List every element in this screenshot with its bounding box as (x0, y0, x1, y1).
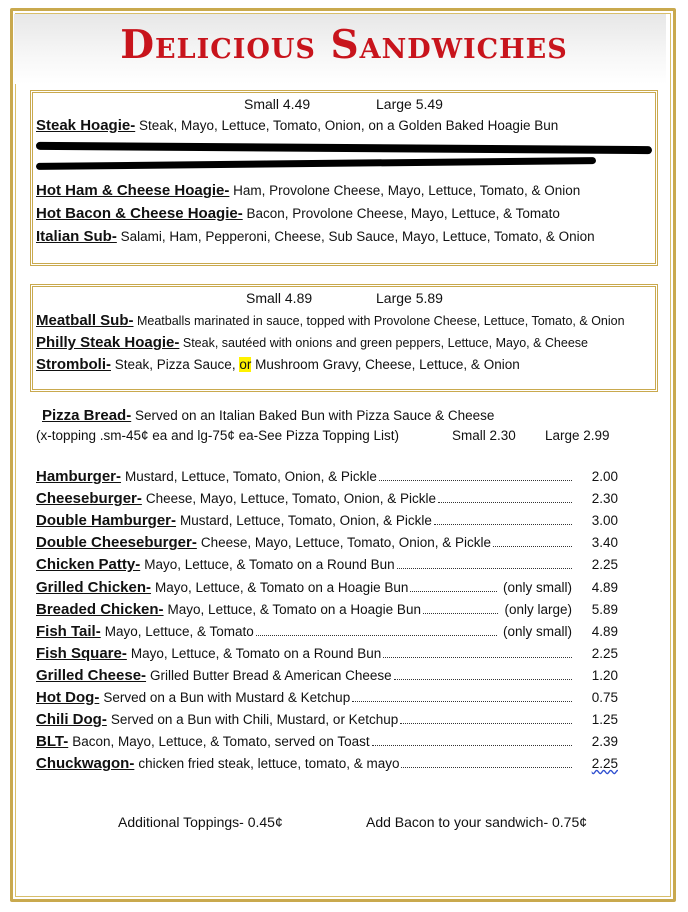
item-desc: Mustard, Lettuce, Tomato, Onion, & Pickle (125, 469, 377, 484)
item-desc: Meatballs marinated in sauce, topped with Provolone Cheese, Lettuce, Tomato, & Onion (133, 314, 625, 328)
dot-leader (379, 479, 572, 481)
dot-leader (423, 612, 499, 614)
dot-leader (383, 656, 572, 658)
menu-item (36, 205, 560, 222)
item-name: Chicken Patty- (36, 556, 141, 574)
item-desc: Mayo, Lettuce, & Tomato on a Hoagie Bun (155, 579, 409, 595)
item-price: 0.75 (591, 690, 618, 705)
item-price: 4.89 (591, 579, 618, 595)
item-name: Double Hamburger- (36, 512, 177, 530)
menu-item (36, 667, 618, 684)
item-price: 4.89 (591, 623, 618, 639)
box1-large-price: Large 5.49 (376, 96, 443, 112)
item-price: 1.25 (591, 712, 618, 728)
menu-item (36, 579, 618, 596)
dot-leader (401, 766, 572, 768)
menu-item (36, 601, 618, 618)
menu-item (36, 312, 625, 329)
menu-item (36, 117, 558, 134)
item-price: 2.00 (591, 469, 618, 484)
dot-leader (394, 678, 572, 680)
item-price: 2.30 (591, 491, 618, 507)
item-price: 2.25 (591, 756, 618, 772)
item-desc: Steak, Pizza Sauce, (111, 357, 240, 372)
box1-small-price: Small 4.49 (244, 96, 311, 112)
item-desc: Steak, sautéed with onions and green peppers, Lettuce, Mayo, & Cheese (179, 336, 588, 350)
dot-leader (397, 567, 572, 569)
menu-title: Delicious Sandwiches (120, 22, 568, 68)
menu-item (36, 556, 618, 573)
dot-leader (434, 523, 572, 525)
item-desc: Mayo, Lettuce, & Tomato (104, 623, 254, 639)
highlighted-or: or (239, 357, 252, 372)
item-name: Chuckwagon- (36, 755, 135, 773)
item-price: 2.39 (591, 734, 618, 750)
item-price: 1.20 (591, 667, 618, 683)
item-desc: Salami, Ham, Pepperoni, Cheese, Sub Sauce, Mayo, Lettuce, Tomato, & Onion (116, 229, 595, 244)
item-desc: Mayo, Lettuce, & Tomato on a Round Bun (130, 645, 382, 661)
item-name: Stromboli- (36, 356, 111, 373)
item-name: Philly Steak Hoagie- (36, 334, 180, 351)
pizza-bread-item (42, 407, 494, 424)
item-name: Pizza Bread- (42, 407, 132, 424)
menu-item (36, 512, 618, 529)
item-desc: Mushroom Gravy, Cheese, Lettuce, & Onion (251, 357, 520, 372)
item-name: Hot Bacon & Cheese Hoagie- (36, 205, 243, 222)
menu-item (36, 711, 618, 728)
item-desc: Served on a Bun with Chili, Mustard, or Ketchup (110, 712, 399, 728)
pizza-small-price: Small 2.30 (452, 428, 516, 443)
item-name: Meatball Sub- (36, 312, 134, 329)
item-note: (only large) (504, 601, 572, 617)
menu-item (36, 334, 588, 351)
dot-leader (493, 545, 572, 547)
item-name: Grilled Chicken- (36, 578, 152, 596)
item-desc: Grilled Butter Bread & American Cheese (150, 667, 392, 683)
additional-toppings: Additional Toppings- 0.45¢ (118, 814, 283, 830)
menu-item (36, 733, 618, 750)
item-name: Steak Hoagie- (36, 117, 136, 134)
item-desc: chicken fried steak, lettuce, tomato, & mayo (138, 756, 400, 772)
item-name: BLT- (36, 733, 69, 751)
item-desc: Mustard, Lettuce, Tomato, Onion, & Pickle (180, 513, 432, 529)
item-name: Fish Square- (36, 644, 127, 662)
menu-item (36, 468, 618, 485)
item-desc: Bacon, Mayo, Lettuce, & Tomato, served on Toast (72, 734, 370, 750)
dot-leader (438, 501, 572, 503)
item-note: (only small) (502, 623, 572, 639)
box2-large-price: Large 5.89 (376, 290, 443, 306)
item-name: Breaded Chicken- (36, 600, 164, 618)
menu-item (36, 755, 618, 772)
menu-item (36, 689, 618, 706)
item-price: 2.25 (591, 557, 618, 573)
item-name: Italian Sub- (36, 228, 117, 245)
item-name: Grilled Cheese- (36, 666, 147, 684)
item-price: 3.40 (591, 535, 618, 551)
item-desc: Mayo, Lettuce, & Tomato on a Round Bun (144, 557, 395, 573)
item-price: 5.89 (591, 601, 618, 617)
dot-leader (410, 590, 497, 592)
item-name: Hot Ham & Cheese Hoagie- (36, 182, 230, 199)
item-name: Fish Tail- (36, 622, 101, 640)
item-name: Hot Dog- (36, 689, 100, 706)
pizza-large-price: Large 2.99 (545, 428, 610, 443)
add-bacon: Add Bacon to your sandwich- 0.75¢ (366, 814, 588, 830)
dot-leader (352, 700, 572, 702)
dot-leader (256, 634, 497, 636)
item-desc: Served on a Bun with Mustard & Ketchup (103, 690, 351, 705)
menu-item (36, 356, 520, 373)
item-desc: Ham, Provolone Cheese, Mayo, Lettuce, Tomato, & Onion (229, 183, 581, 198)
item-desc: Bacon, Provolone Cheese, Mayo, Lettuce, & Tomato (242, 206, 560, 221)
item-price: 2.25 (591, 645, 618, 661)
item-desc: Cheese, Mayo, Lettuce, Tomato, Onion, & Pickle (145, 491, 437, 507)
dot-leader (372, 744, 572, 746)
menu-item (36, 490, 618, 507)
menu-item (36, 623, 618, 640)
item-price: 3.00 (591, 513, 618, 529)
item-desc: Cheese, Mayo, Lettuce, Tomato, Onion, & Pickle (200, 535, 492, 551)
box2-small-price: Small 4.89 (246, 290, 313, 306)
pizza-topping-note: (x-topping .sm-45¢ ea and lg-75¢ ea-See Pizza Topping List) (36, 428, 399, 443)
item-desc: Mayo, Lettuce, & Tomato on a Hoagie Bun (167, 601, 421, 617)
item-desc: Served on an Italian Baked Bun with Pizza Sauce & Cheese (131, 408, 495, 423)
dot-leader (400, 722, 572, 724)
item-name: Double Cheeseburger- (36, 534, 197, 552)
menu-item (36, 182, 580, 199)
item-desc: Steak, Mayo, Lettuce, Tomato, Onion, on a Golden Baked Hoagie Bun (135, 118, 559, 133)
item-name: Cheeseburger- (36, 490, 142, 508)
menu-item (36, 228, 595, 245)
menu-item (36, 645, 618, 662)
item-note: (only small) (502, 579, 572, 595)
item-name: Chili Dog- (36, 711, 107, 729)
item-name: Hamburger- (36, 468, 122, 485)
menu-item (36, 534, 618, 551)
